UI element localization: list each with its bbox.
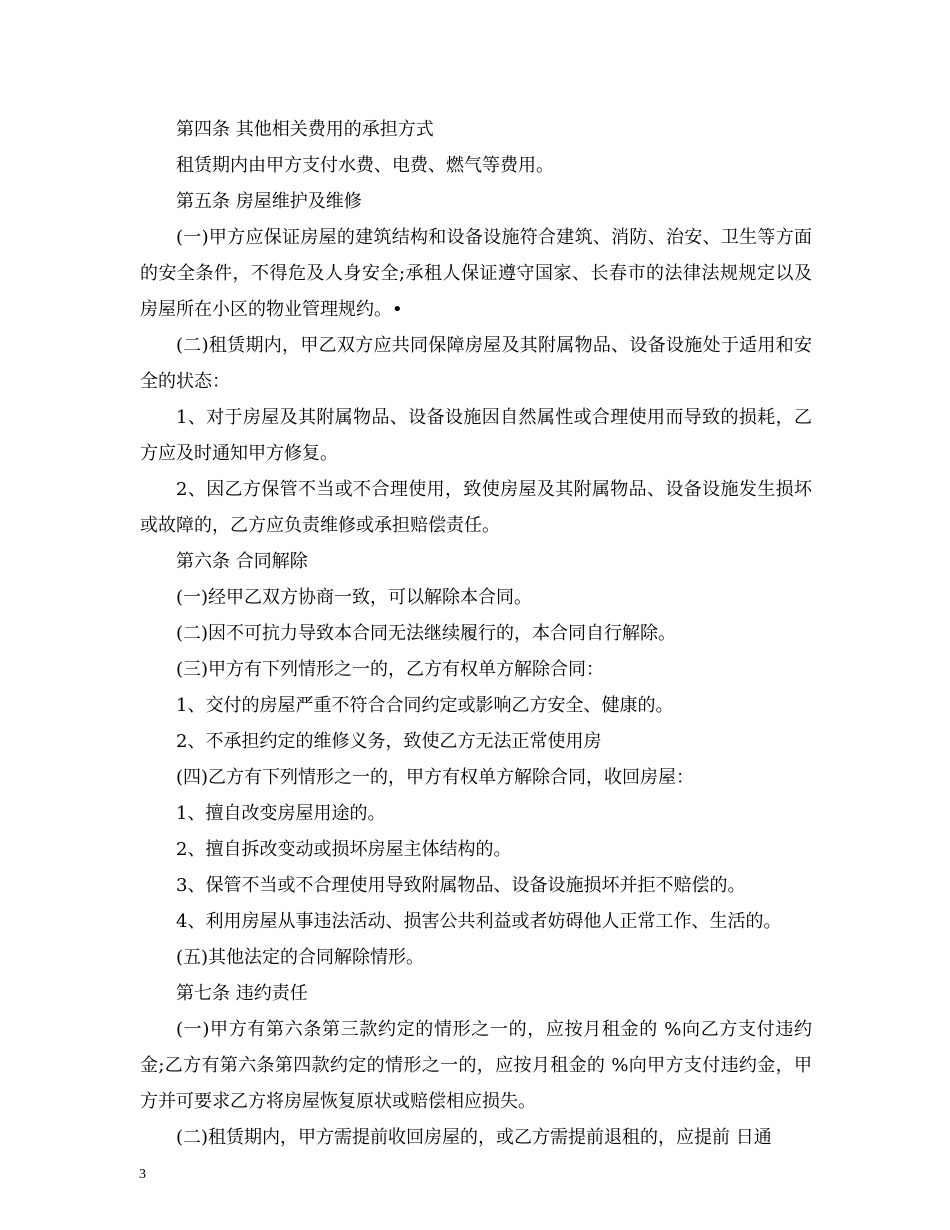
article-7-clause-2: (二)租赁期内，甲方需提前收回房屋的，或乙方需提前退租的，应提前 日通	[176, 1127, 772, 1148]
article-6-heading: 第六条 合同解除	[176, 551, 308, 572]
article-5-clause-1: (一)甲方应保证房屋的建筑结构和设备设施符合建筑、消防、治安、卫生等方面的安全条件，不得危及人身安全;承租人保证遵守国家、长春市的法律法规规定以及房屋所在小区的物业管理规约。•	[140, 227, 812, 320]
article-5-clause-2-item-1: 1、对于房屋及其附属物品、设备设施因自然属性或合理使用而导致的损耗，乙方应及时通知甲方修复。	[140, 407, 812, 464]
article-6-clause-3-item-2: 2、不承担约定的维修义务，致使乙方无法正常使用房	[176, 731, 602, 752]
article-6-clause-4-item-1: 1、擅自改变房屋用途的。	[176, 803, 386, 824]
article-6-clause-1: (一)经甲乙双方协商一致，可以解除本合同。	[176, 587, 533, 608]
article-4-text: 租赁期内由甲方支付水费、电费、燃气等费用。	[176, 155, 554, 176]
page-number: 3	[139, 1167, 146, 1182]
article-6-clause-3: (三)甲方有下列情形之一的，乙方有权单方解除合同：	[176, 659, 605, 680]
article-5-clause-2: (二)租赁期内，甲乙双方应共同保障房屋及其附属物品、设备设施处于适用和安全的状态：	[140, 335, 812, 392]
article-7-clause-1: (一)甲方有第六条第三款约定的情形之一的，应按月租金的 %向乙方支付违约金;乙方有第六条第四款约定的情形之一的，应按月租金的 %向甲方支付违约金，甲方并可要求乙方将房屋恢复原状或赔偿相应损失。	[140, 1019, 812, 1112]
article-6-clause-4-item-3: 3、保管不当或不合理使用导致附属物品、设备设施损坏并拒不赔偿的。	[176, 875, 746, 896]
article-6-clause-3-item-1: 1、交付的房屋严重不符合合同约定或影响乙方安全、健康的。	[176, 695, 674, 716]
article-7-heading: 第七条 违约责任	[176, 983, 308, 1004]
article-6-clause-2: (二)因不可抗力导致本合同无法继续履行的，本合同自行解除。	[176, 623, 677, 644]
article-6-clause-5: (五)其他法定的合同解除情形。	[176, 947, 425, 968]
article-6-clause-4-item-2: 2、擅自拆改变动或损坏房屋主体结构的。	[176, 839, 512, 860]
document-body	[140, 112, 812, 1156]
article-4-heading: 第四条 其他相关费用的承担方式	[176, 119, 434, 140]
article-6-clause-4: (四)乙方有下列情形之一的，甲方有权单方解除合同，收回房屋：	[176, 767, 695, 788]
article-5-clause-2-item-2: 2、因乙方保管不当或不合理使用，致使房屋及其附属物品、设备设施发生损坏或故障的，乙方应负责维修或承担赔偿责任。	[140, 479, 812, 536]
article-5-heading: 第五条 房屋维护及维修	[176, 191, 362, 212]
article-6-clause-4-item-4: 4、利用房屋从事违法活动、损害公共利益或者妨碍他人正常工作、生活的。	[176, 911, 782, 932]
